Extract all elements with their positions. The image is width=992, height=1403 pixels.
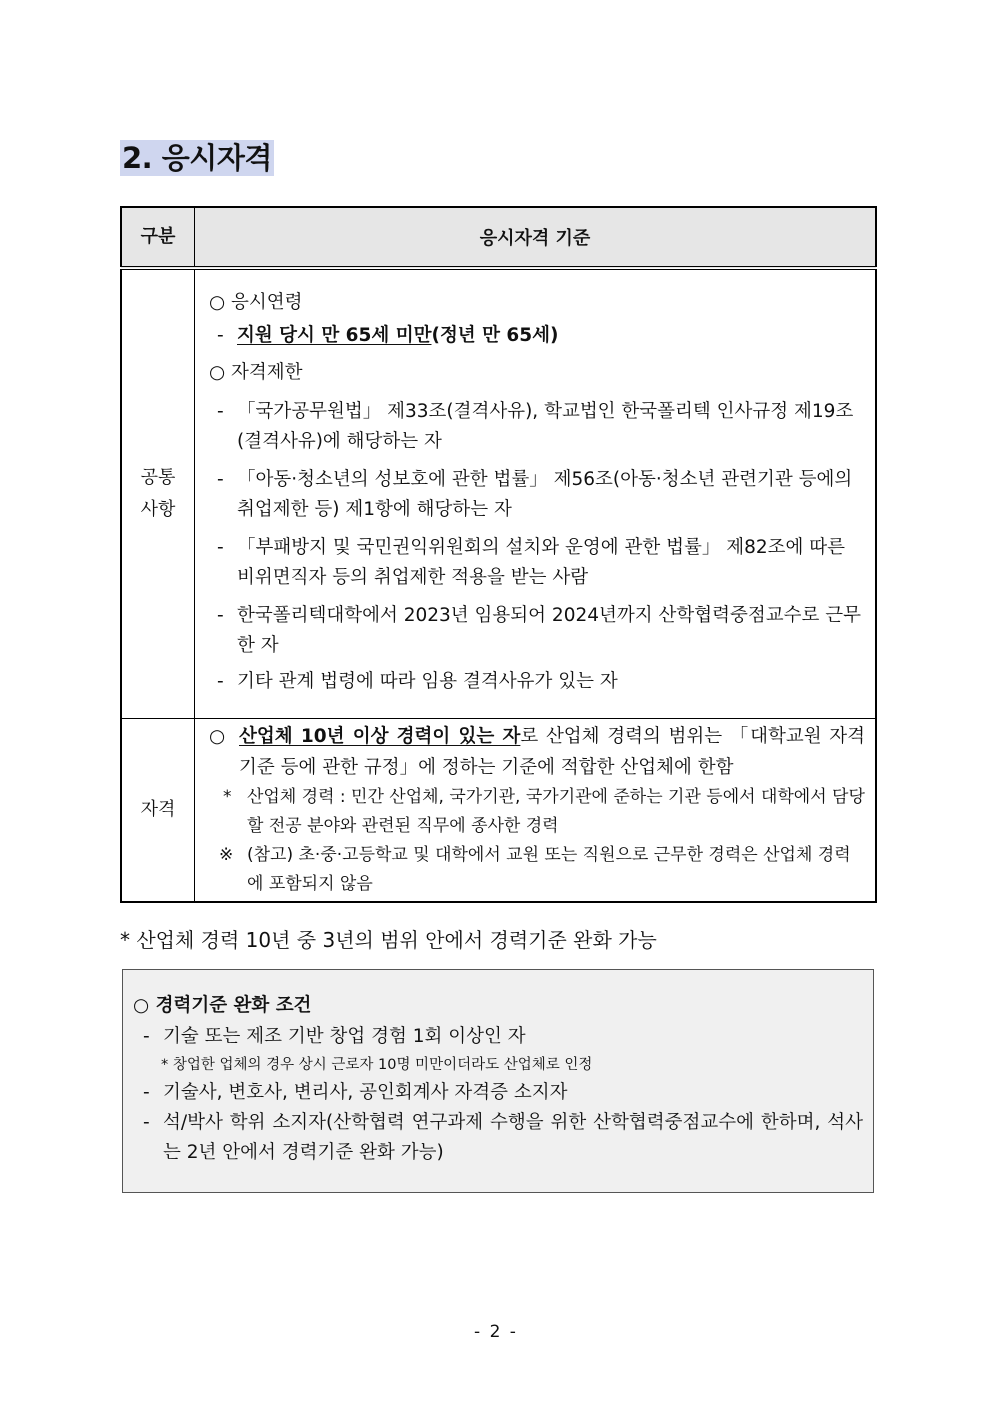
table-header-row (121, 207, 876, 268)
age-item-bold: 지원 당시 만 65세 미만 (237, 324, 432, 346)
relaxation-item (133, 1022, 863, 1052)
dash-marker: - (143, 1026, 150, 1047)
reference-note (209, 841, 865, 899)
relaxation-item-text: 석/박사 학위 소지자(산학협력 연구과제 수행을 위한 산학협력중점교수에 한하며, 석사는 2년 안에서 경력기준 완화 가능) (163, 1112, 863, 1163)
reference-note-text: (참고) 초·중·고등학교 및 대학에서 교원 또는 직원으로 근무한 경력은 산업체 경력에 포함되지 않음 (247, 844, 851, 894)
restrict-item (209, 465, 863, 525)
qualification-table (120, 206, 877, 903)
qualification-main (209, 721, 865, 783)
restrict-item (209, 667, 863, 697)
dash-marker: - (217, 670, 224, 692)
restrict-item-text: 「부패방지 및 국민권익위원회의 설치와 운영에 관한 법률」 제82조에 따른 비위면직자 등의 취업제한 적용을 받는 사람 (237, 536, 845, 588)
category-qualification: 자격 (121, 718, 195, 902)
industry-experience-note-text: 산업체 경력 : 민간 산업체, 국가기관, 국가기관에 준하는 기관 등에서 대학에서 담당할 전공 분야와 관련된 직무에 종사한 경력 (247, 786, 865, 836)
restrict-item (209, 397, 863, 457)
dash-marker: - (143, 1082, 150, 1103)
category-common: 공통 사항 (121, 268, 195, 718)
page-number: - 2 - (474, 1322, 518, 1342)
dash-marker: - (217, 324, 224, 346)
common-criteria-cell (195, 268, 877, 718)
industry-experience-note (209, 783, 865, 841)
restrict-item-text: 「국가공무원법」 제33조(결격사유), 학교법인 한국폴리텍 인사규정 제19조(결격사유)에 해당하는 자 (237, 400, 854, 452)
age-title: ○ 응시연령 (209, 291, 303, 313)
restrict-item-text: 「아동·청소년의 성보호에 관한 법률」 제56조(아동·청소년 관련기관 등에의 취업제한 등) 제1항에 해당하는 자 (237, 468, 853, 520)
table-row-common (121, 268, 876, 718)
restrict-item (209, 533, 863, 593)
dash-marker: - (217, 604, 224, 626)
restrict-title: ○ 자격제한 (209, 361, 303, 383)
restrict-item-text: 기타 관계 법령에 따라 임용 결격사유가 있는 자 (237, 670, 618, 692)
age-item-rest: (정년 만 65세) (431, 324, 559, 346)
qualification-main-rest: 로 산업체 경력의 범위는 「대학교원 자격 기준 등에 관한 규정」에 정하는 기준에 적합한 산업체에 한함 (239, 725, 866, 778)
header-criteria: 응시자격 기준 (195, 207, 877, 268)
section-title: 2. 응시자격 (122, 141, 272, 175)
qualification-criteria-cell (195, 718, 877, 902)
qualification-main-bold: 산업체 10년 이상 경력이 있는 자 (239, 725, 521, 747)
relaxation-footnote: * 산업체 경력 10년 중 3년의 범위 안에서 경력기준 완화 가능 (120, 928, 657, 952)
circle-marker: ○ (209, 725, 226, 747)
asterisk-marker: * (223, 786, 232, 807)
reference-marker: ※ (219, 844, 234, 865)
dash-marker: - (143, 1112, 150, 1133)
restrict-item (209, 601, 863, 661)
age-item (209, 321, 863, 351)
dash-marker: - (217, 468, 224, 490)
relaxation-item-text: 기술사, 변호사, 변리사, 공인회계사 자격증 소지자 (163, 1082, 568, 1103)
table-row-qualification (121, 718, 876, 902)
dash-marker: - (217, 400, 224, 422)
relaxation-item (133, 1078, 863, 1108)
restrict-item-text: 한국폴리텍대학에서 2023년 임용되어 2024년까지 산학협력중점교수로 근무한 자 (237, 604, 861, 656)
dash-marker: - (217, 536, 224, 558)
relaxation-item (133, 1108, 863, 1168)
relaxation-conditions-box (122, 969, 874, 1193)
relaxation-title: ○ 경력기준 완화 조건 (133, 995, 312, 1016)
relaxation-item-text: 기술 또는 제조 기반 창업 경험 1회 이상인 자 (163, 1026, 526, 1047)
relaxation-subnote: * 창업한 업체의 경우 상시 근로자 10명 미만이더라도 산업체로 인정 (161, 1057, 593, 1073)
header-category: 구분 (121, 207, 195, 268)
